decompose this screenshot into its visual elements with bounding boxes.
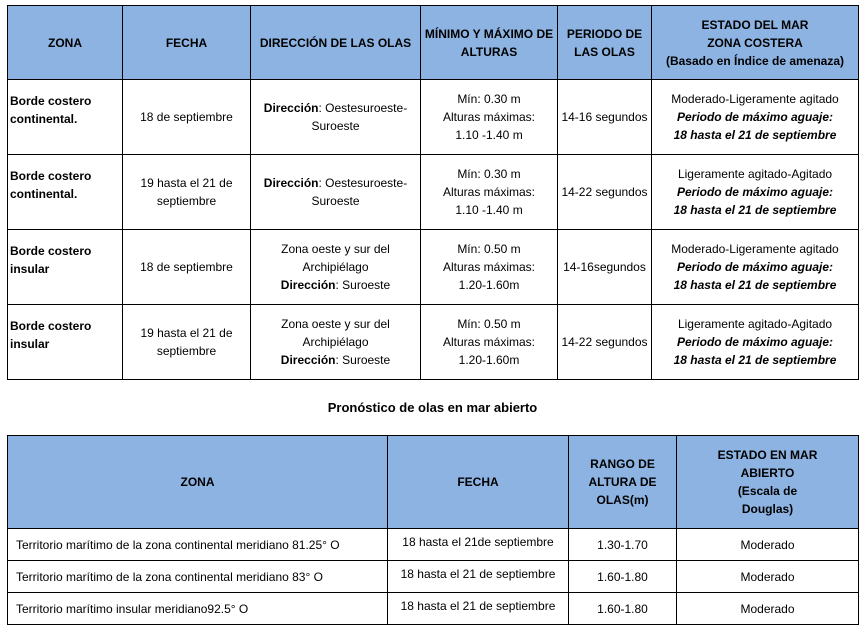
coastal-forecast-table [7, 5, 859, 380]
cell-rango: 1.30-1.70 [569, 529, 677, 561]
header-zona: ZONA [8, 436, 388, 529]
cell-periodo: 14-22 segundos [558, 305, 652, 380]
cell-periodo: 14-16segundos [558, 230, 652, 305]
direccion-label: Dirección [280, 278, 336, 292]
cell-zona: Territorio marítimo de la zona continental meridiano 81.25° O [8, 529, 388, 561]
header-estado-line1: ESTADO DEL MAR [701, 17, 809, 32]
table-row [8, 529, 859, 561]
header-fecha: FECHA [123, 6, 251, 80]
direccion-value: : Oestesuroeste-Suroeste [311, 101, 408, 133]
cell-direccion [251, 230, 421, 305]
cell-zona: Borde costero continental. [8, 155, 123, 230]
cell-direccion [251, 305, 421, 380]
table-row [8, 593, 859, 625]
cell-periodo: 14-16 segundos [558, 80, 652, 155]
cell-estado [652, 230, 859, 305]
cell-estado: Moderado [677, 593, 859, 625]
direccion-label: Dirección [263, 101, 319, 115]
cell-periodo: 14-22 segundos [558, 155, 652, 230]
header-estado [677, 436, 859, 529]
altura-max-label: Alturas máximas: [442, 335, 536, 349]
cell-estado [652, 155, 859, 230]
open-sea-forecast-table [7, 435, 859, 625]
altura-min: Mín: 0.30 m [457, 92, 521, 106]
header-zona: ZONA [8, 6, 123, 80]
altura-max: 1.10 -1.40 m [455, 128, 523, 142]
direccion-value: : Suroeste [335, 353, 391, 367]
cell-direccion [251, 80, 421, 155]
estado-dates: 18 hasta el 21 de septiembre [673, 128, 837, 142]
cell-fecha: 18 de septiembre [123, 80, 251, 155]
cell-zona: Borde costero continental. [8, 80, 123, 155]
estado-label: Periodo de máximo aguaje: [676, 185, 834, 199]
header-alturas: MÍNIMO Y MÁXIMO DE ALTURAS [421, 6, 558, 80]
table-row [8, 561, 859, 593]
cell-zona: Territorio marítimo insular meridiano92.5° O [8, 593, 388, 625]
table-header-row [8, 6, 859, 80]
header-direccion: DIRECCIÓN DE LAS OLAS [251, 6, 421, 80]
altura-max-label: Alturas máximas: [442, 185, 536, 199]
header-estado-line1: ESTADO EN MAR ABIERTO [717, 448, 818, 480]
table-row [8, 80, 859, 155]
cell-zona: Borde costero insular [8, 230, 123, 305]
direccion-label: Dirección [263, 176, 319, 190]
table-header-row [8, 436, 859, 529]
altura-max: 1.20-1.60m [458, 278, 520, 292]
estado-value: Moderado-Ligeramente agitado [671, 242, 839, 256]
cell-estado: Moderado [677, 529, 859, 561]
cell-alturas [421, 155, 558, 230]
cell-estado: Moderado [677, 561, 859, 593]
header-fecha: FECHA [388, 436, 569, 529]
altura-min: Mín: 0.50 m [457, 242, 521, 256]
header-estado-line2: (Escala de Douglas) [737, 484, 798, 516]
direccion-label: Dirección [280, 353, 336, 367]
cell-alturas [421, 305, 558, 380]
estado-label: Periodo de máximo aguaje: [676, 335, 834, 349]
table-row [8, 230, 859, 305]
cell-rango: 1.60-1.80 [569, 561, 677, 593]
estado-dates: 18 hasta el 21 de septiembre [673, 278, 837, 292]
altura-max-label: Alturas máximas: [442, 110, 536, 124]
cell-zona: Territorio marítimo de la zona continental meridiano 83° O [8, 561, 388, 593]
direccion-zona: Zona oeste y sur del Archipiélago [281, 317, 390, 349]
estado-value: Moderado-Ligeramente agitado [671, 92, 839, 106]
cell-alturas [421, 230, 558, 305]
estado-value: Ligeramente agitado-Agitado [677, 167, 833, 181]
cell-fecha: 18 hasta el 21 de septiembre [388, 561, 569, 593]
altura-max: 1.10 -1.40 m [455, 203, 523, 217]
cell-fecha: 19 hasta el 21 de septiembre [123, 155, 251, 230]
cell-estado [652, 80, 859, 155]
estado-label: Periodo de máximo aguaje: [676, 110, 834, 124]
estado-dates: 18 hasta el 21 de septiembre [673, 203, 837, 217]
direccion-value: : Suroeste [335, 278, 391, 292]
direccion-value: : Oestesuroeste-Suroeste [311, 176, 408, 208]
table-row [8, 305, 859, 380]
cell-fecha: 18 hasta el 21de septiembre [388, 529, 569, 561]
header-estado-line3: (Basado en Índice de amenaza) [665, 53, 845, 68]
cell-rango: 1.60-1.80 [569, 593, 677, 625]
cell-fecha: 18 de septiembre [123, 230, 251, 305]
cell-alturas [421, 80, 558, 155]
estado-dates: 18 hasta el 21 de septiembre [673, 353, 837, 367]
cell-zona: Borde costero insular [8, 305, 123, 380]
header-rango: RANGO DE ALTURA DE OLAS(m) [569, 436, 677, 529]
estado-label: Periodo de máximo aguaje: [676, 260, 834, 274]
direccion-zona: Zona oeste y sur del Archipiélago [281, 242, 390, 274]
altura-max: 1.20-1.60m [458, 353, 520, 367]
altura-max-label: Alturas máximas: [442, 260, 536, 274]
header-estado [652, 6, 859, 80]
header-estado-line2: ZONA COSTERA [707, 35, 803, 50]
altura-min: Mín: 0.30 m [457, 167, 521, 181]
header-periodo: PERIODO DE LAS OLAS [558, 6, 652, 80]
open-sea-title: Pronóstico de olas en mar abierto [327, 400, 538, 415]
table-row [8, 155, 859, 230]
cell-estado [652, 305, 859, 380]
cell-fecha: 19 hasta el 21 de septiembre [123, 305, 251, 380]
altura-min: Mín: 0.50 m [457, 317, 521, 331]
estado-value: Ligeramente agitado-Agitado [677, 317, 833, 331]
cell-direccion [251, 155, 421, 230]
cell-fecha: 18 hasta el 21 de septiembre [388, 593, 569, 625]
